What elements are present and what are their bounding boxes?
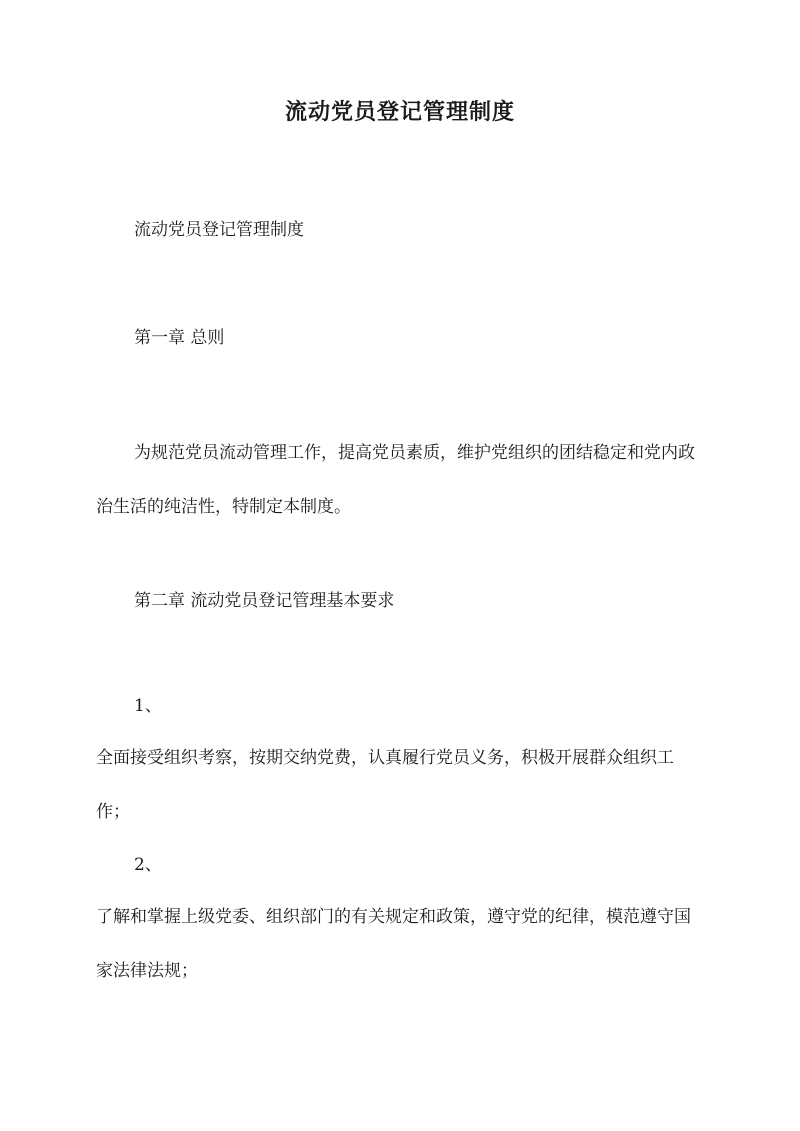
- list-item-2-text: 了解和掌握上级党委、组织部门的有关规定和政策，遵守党的纪律，模范遵守国家法律法规；: [96, 907, 691, 981]
- list-number-1: 1、: [134, 696, 162, 716]
- list-number-2: 2、: [134, 855, 162, 875]
- paragraph-subtitle: 流动党员登记管理制度: [134, 220, 304, 240]
- chapter-heading-1: 第一章 总则: [134, 328, 225, 348]
- chapter-heading-2: 第二章 流动党员登记管理基本要求: [134, 591, 395, 611]
- document-title: 流动党员登记管理制度: [284, 99, 515, 125]
- paragraph-purpose: 为规范党员流动管理工作，提高党员素质，维护党组织的团结稳定和党内政治生活的纯洁性，特制定本制度。: [96, 443, 695, 517]
- list-item-1-text: 全面接受组织考察，按期交纳党费，认真履行党员义务，积极开展群众组织工作；: [96, 748, 674, 822]
